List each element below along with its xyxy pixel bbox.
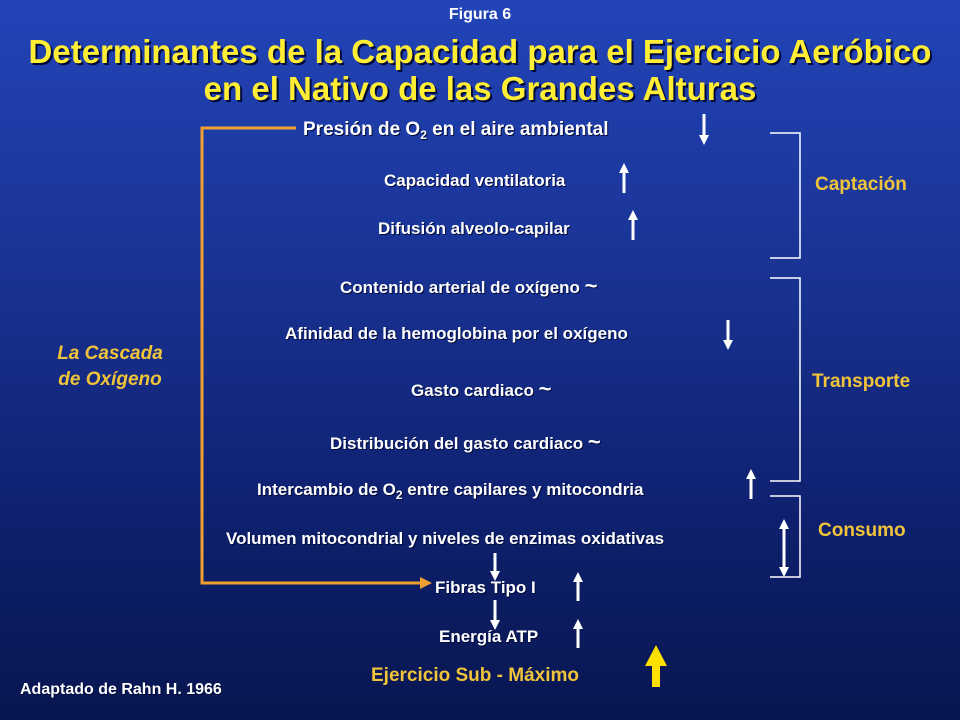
tilde-icon: ~: [538, 376, 552, 401]
stage-captacion: Captación: [815, 174, 907, 195]
item-afinidad: Afinidad de la hemoglobina por el oxígeno: [285, 324, 628, 343]
item-distribucion: Distribución del gasto cardiaco ~: [330, 429, 601, 454]
item-capacidad-ventilatoria: Capacidad ventilatoria: [384, 171, 566, 190]
item-difusion: Difusión alveolo-capilar: [378, 219, 570, 238]
bracket-transporte: [770, 278, 800, 481]
item-energia-atp: Energía ATP: [439, 627, 539, 646]
credit: Adaptado de Rahn H. 1966: [20, 681, 222, 698]
title-line-2: en el Nativo de las Grandes Alturas: [203, 70, 757, 107]
item-gasto-cardiaco: Gasto cardiaco ~: [411, 376, 552, 401]
cascade-bracket: [202, 128, 426, 583]
arrow-up-big-icon: [645, 645, 667, 687]
cascade-label-line-2: de Oxígeno: [58, 369, 162, 390]
stage-transporte: Transporte: [812, 371, 911, 392]
item-fibras-tipo-i: Fibras Tipo I: [435, 578, 536, 597]
figure-label: Figura 6: [448, 6, 512, 23]
tilde-icon: ~: [587, 429, 601, 454]
item-contenido-arterial: Contenido arterial de oxígeno ~: [340, 273, 598, 298]
title-line-1: Determinantes de la Capacidad para el Ejercicio Aeróbico: [28, 33, 932, 70]
tilde-icon: ~: [584, 273, 598, 298]
item-intercambio-o2: Intercambio de $O_2$ entre capilares y mitocondria: [257, 480, 644, 502]
item-volumen-mitocondrial: Volumen mitocondrial y niveles de enzimas oxidativas: [226, 529, 665, 548]
item-presion-o2: Presión de $O_2$ en el aire ambiental: [303, 119, 609, 142]
cascade-label-line-1: La Cascada: [57, 343, 163, 364]
bracket-captacion: [770, 133, 800, 258]
item-ejercicio-sub-maximo: Ejercicio Sub - Máximo: [371, 665, 579, 686]
stage-consumo: Consumo: [818, 520, 906, 541]
